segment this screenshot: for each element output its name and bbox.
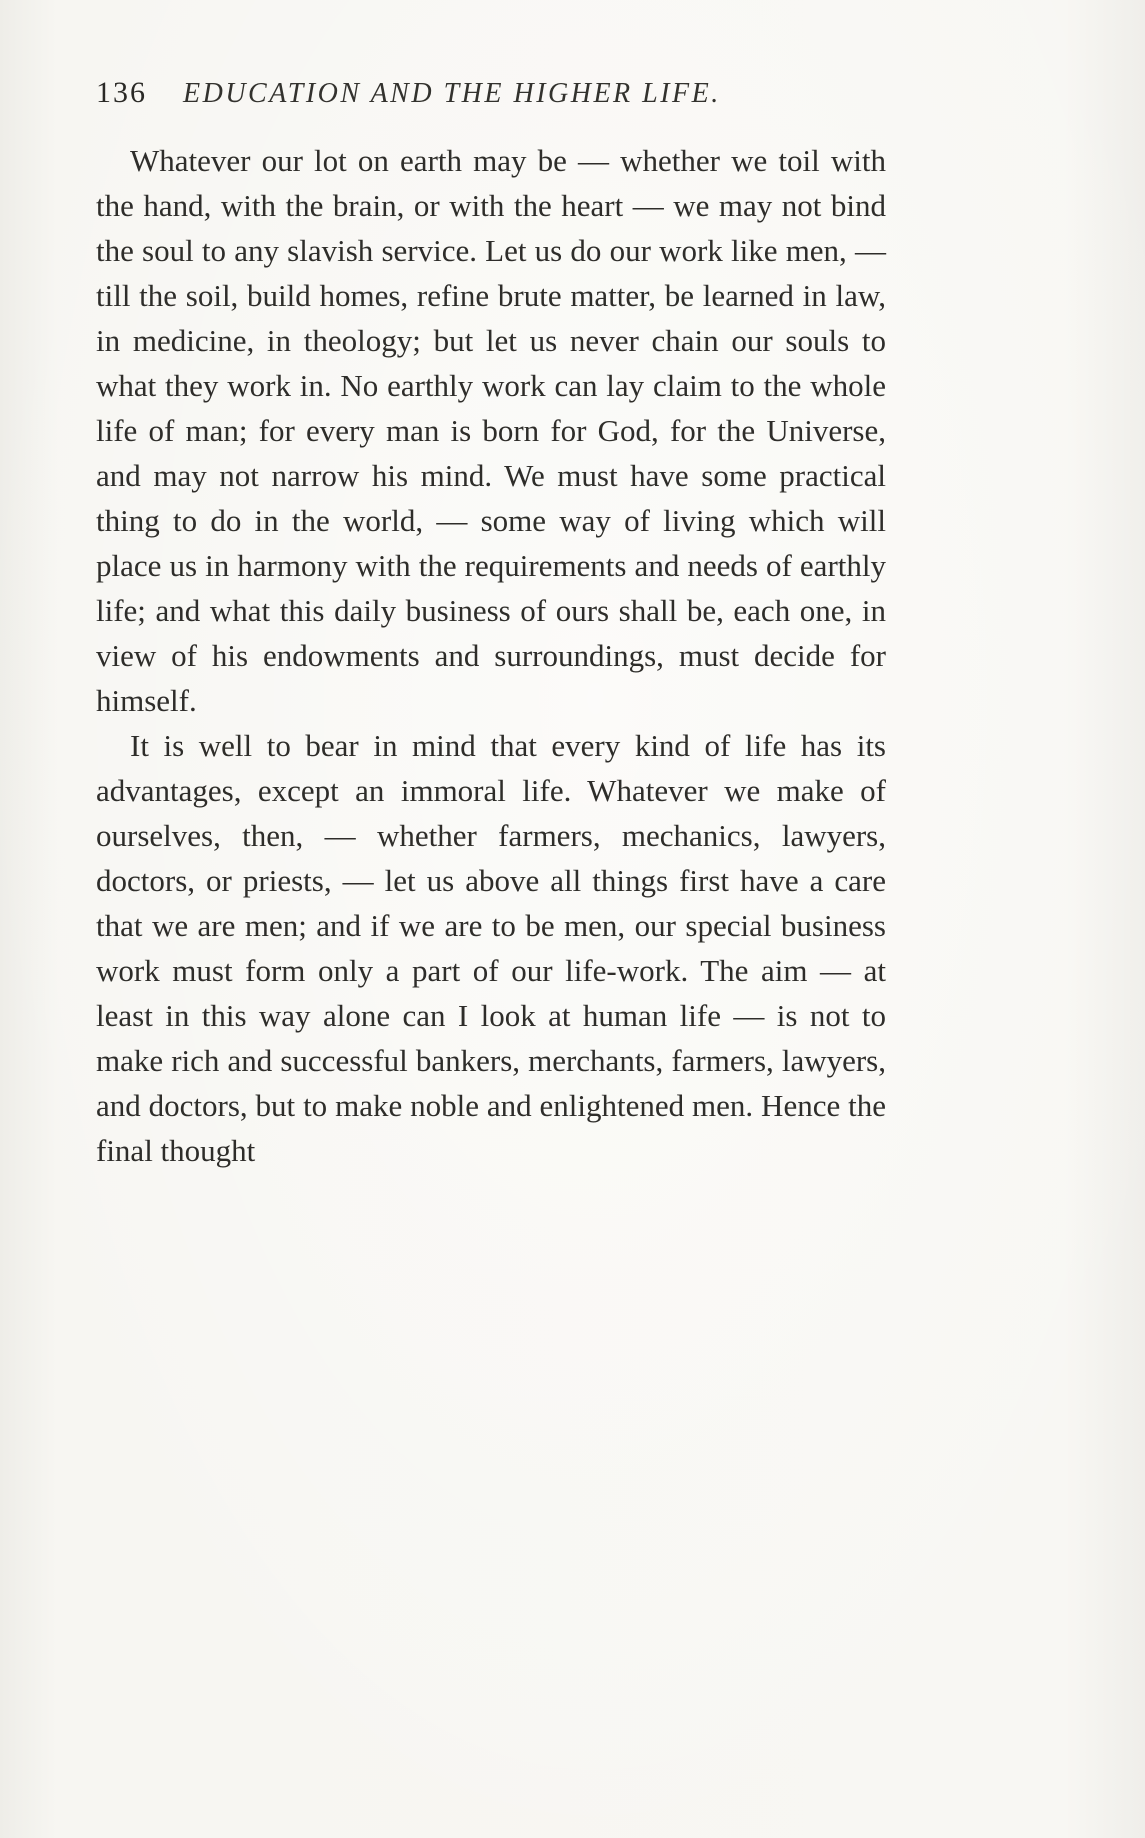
page-header — [96, 76, 880, 110]
paragraph: It is well to bear in mind that every kind of life has its advantages, except an immoral life. Whatever we make of ourselves, then, — whether farmers, mechanics, lawyers, doctors, or priests, — let us above all things first have a care that we are men; and if we are to be men, our special business work must form only a part of our life-work. The aim — at least in this way alone can I look at human life — is not to make rich and successful bankers, merchants, farmers, lawyers, and doctors, but to make noble and enlightened men. Hence the final thought — [96, 728, 886, 1168]
running-title: EDUCATION AND THE HIGHER LIFE. — [183, 78, 721, 109]
page-body — [96, 138, 886, 1173]
paragraph: Whatever our lot on earth may be — whether we toil with the hand, with the brain, or with the heart — we may not bind the soul to any slavish service. Let us do our work like men, — till the soil, build homes, refine brute matter, be learned in law, in medicine, in theology; but let us never chain our souls to what they work in. No earthly work can lay claim to the whole life of man; for every man is born for God, for the Universe, and may not narrow his mind. We must have some practical thing to do in the world, — some way of living which will place us in harmony with the requirements and needs of earthly life; and what this daily business of ours shall be, each one, in view of his endowments and surroundings, must decide for himself. — [96, 143, 886, 718]
page-number: 136 — [96, 76, 147, 109]
